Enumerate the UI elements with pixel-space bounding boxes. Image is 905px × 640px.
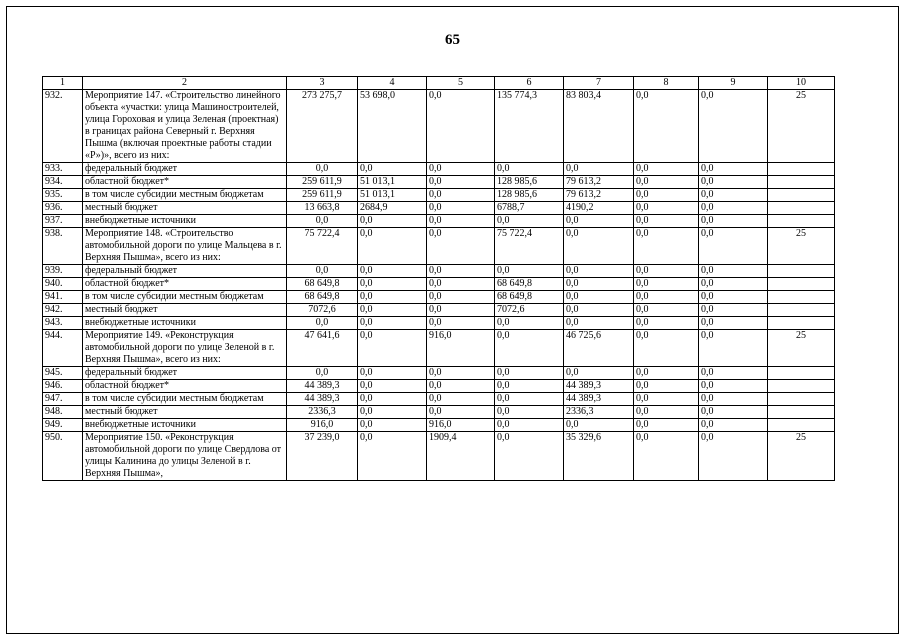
col4-cell: 0,0 — [358, 393, 427, 406]
col10-cell — [768, 265, 835, 278]
col9-cell: 0,0 — [699, 317, 768, 330]
col7-cell: 35 329,6 — [564, 432, 634, 481]
col9-cell: 0,0 — [699, 380, 768, 393]
table-row — [43, 291, 835, 304]
col6-cell: 75 722,4 — [495, 228, 564, 265]
header-cell: 4 — [358, 77, 427, 90]
col7-cell: 4190,2 — [564, 202, 634, 215]
col5-cell: 0,0 — [427, 317, 495, 330]
col8-cell: 0,0 — [634, 367, 699, 380]
description-cell: внебюджетные источники — [83, 317, 287, 330]
col6-cell: 0,0 — [495, 367, 564, 380]
col8-cell: 0,0 — [634, 432, 699, 481]
row-number-cell: 944. — [43, 330, 83, 367]
col3-cell: 7072,6 — [287, 304, 358, 317]
col6-cell: 0,0 — [495, 432, 564, 481]
col6-cell: 0,0 — [495, 406, 564, 419]
description-cell: Мероприятие 150. «Реконструкция автомобильной дороги по улице Свердлова от улицы Калинина до улицы Зеленой в г. Верхняя Пышма», — [83, 432, 287, 481]
col3-cell: 0,0 — [287, 367, 358, 380]
col10-cell: 25 — [768, 228, 835, 265]
col4-cell: 0,0 — [358, 432, 427, 481]
col5-cell: 0,0 — [427, 380, 495, 393]
col3-cell: 13 663,8 — [287, 202, 358, 215]
col9-cell: 0,0 — [699, 278, 768, 291]
table-row — [43, 163, 835, 176]
col5-cell: 0,0 — [427, 176, 495, 189]
col4-cell: 0,0 — [358, 419, 427, 432]
col10-cell — [768, 291, 835, 304]
col6-cell: 68 649,8 — [495, 278, 564, 291]
col6-cell: 0,0 — [495, 393, 564, 406]
col9-cell: 0,0 — [699, 202, 768, 215]
table-row — [43, 189, 835, 202]
col7-cell: 83 803,4 — [564, 90, 634, 163]
row-number-cell: 948. — [43, 406, 83, 419]
col3-cell: 68 649,8 — [287, 291, 358, 304]
col9-cell: 0,0 — [699, 189, 768, 202]
row-number-cell: 932. — [43, 90, 83, 163]
col9-cell: 0,0 — [699, 419, 768, 432]
col7-cell: 0,0 — [564, 215, 634, 228]
col10-cell — [768, 278, 835, 291]
col5-cell: 0,0 — [427, 215, 495, 228]
col5-cell: 0,0 — [427, 189, 495, 202]
col8-cell: 0,0 — [634, 406, 699, 419]
col7-cell: 2336,3 — [564, 406, 634, 419]
description-cell: внебюджетные источники — [83, 215, 287, 228]
description-cell: Мероприятие 149. «Реконструкция автомобильной дороги по улице Зеленой в г. Верхняя Пышма», всего из них: — [83, 330, 287, 367]
table-row — [43, 228, 835, 265]
row-number-cell: 936. — [43, 202, 83, 215]
row-number-cell: 945. — [43, 367, 83, 380]
table-body — [43, 90, 835, 481]
col8-cell: 0,0 — [634, 291, 699, 304]
col3-cell: 68 649,8 — [287, 278, 358, 291]
col3-cell: 0,0 — [287, 317, 358, 330]
table-row — [43, 419, 835, 432]
table-row — [43, 317, 835, 330]
header-cell: 9 — [699, 77, 768, 90]
col9-cell: 0,0 — [699, 265, 768, 278]
row-number-cell: 939. — [43, 265, 83, 278]
col9-cell: 0,0 — [699, 163, 768, 176]
col7-cell: 0,0 — [564, 265, 634, 278]
col8-cell: 0,0 — [634, 330, 699, 367]
col8-cell: 0,0 — [634, 215, 699, 228]
col10-cell — [768, 189, 835, 202]
col6-cell: 128 985,6 — [495, 189, 564, 202]
col10-cell — [768, 215, 835, 228]
table-row — [43, 202, 835, 215]
col9-cell: 0,0 — [699, 432, 768, 481]
col3-cell: 2336,3 — [287, 406, 358, 419]
col5-cell: 0,0 — [427, 265, 495, 278]
col8-cell: 0,0 — [634, 163, 699, 176]
col4-cell: 0,0 — [358, 406, 427, 419]
row-number-cell: 933. — [43, 163, 83, 176]
header-cell: 5 — [427, 77, 495, 90]
table-row — [43, 367, 835, 380]
col4-cell: 0,0 — [358, 163, 427, 176]
col6-cell: 7072,6 — [495, 304, 564, 317]
col3-cell: 44 389,3 — [287, 393, 358, 406]
col7-cell: 0,0 — [564, 367, 634, 380]
col6-cell: 135 774,3 — [495, 90, 564, 163]
col5-cell: 0,0 — [427, 304, 495, 317]
col3-cell: 47 641,6 — [287, 330, 358, 367]
col5-cell: 0,0 — [427, 406, 495, 419]
col4-cell: 0,0 — [358, 380, 427, 393]
col10-cell — [768, 367, 835, 380]
col6-cell: 0,0 — [495, 215, 564, 228]
col6-cell: 0,0 — [495, 317, 564, 330]
col5-cell: 0,0 — [427, 90, 495, 163]
col8-cell: 0,0 — [634, 202, 699, 215]
col7-cell: 0,0 — [564, 291, 634, 304]
description-cell: Мероприятие 147. «Строительство линейного объекта «участки: улица Машиностроителей, улица Гороховая и улица Зеленая (проектная) в границах района Северный г. Верхняя Пышма (включая проектные работы стадии «Р»)», всего из них: — [83, 90, 287, 163]
description-cell: областной бюджет* — [83, 176, 287, 189]
col8-cell: 0,0 — [634, 228, 699, 265]
description-cell: в том числе субсидии местным бюджетам — [83, 189, 287, 202]
description-cell: областной бюджет* — [83, 278, 287, 291]
col4-cell: 51 013,1 — [358, 189, 427, 202]
table-row — [43, 304, 835, 317]
row-number-cell: 950. — [43, 432, 83, 481]
col7-cell: 46 725,6 — [564, 330, 634, 367]
col4-cell: 0,0 — [358, 215, 427, 228]
col3-cell: 259 611,9 — [287, 176, 358, 189]
col4-cell: 0,0 — [358, 278, 427, 291]
description-cell: в том числе субсидии местным бюджетам — [83, 393, 287, 406]
col10-cell: 25 — [768, 432, 835, 481]
row-number-cell: 940. — [43, 278, 83, 291]
description-cell: федеральный бюджет — [83, 163, 287, 176]
row-number-cell: 938. — [43, 228, 83, 265]
col6-cell: 128 985,6 — [495, 176, 564, 189]
row-number-cell: 947. — [43, 393, 83, 406]
col5-cell: 0,0 — [427, 278, 495, 291]
header-cell: 3 — [287, 77, 358, 90]
row-number-cell: 949. — [43, 419, 83, 432]
row-number-cell: 943. — [43, 317, 83, 330]
description-cell: внебюджетные источники — [83, 419, 287, 432]
col7-cell: 0,0 — [564, 304, 634, 317]
col8-cell: 0,0 — [634, 304, 699, 317]
col4-cell: 0,0 — [358, 367, 427, 380]
col10-cell — [768, 419, 835, 432]
col4-cell: 0,0 — [358, 291, 427, 304]
col10-cell — [768, 393, 835, 406]
col6-cell: 0,0 — [495, 265, 564, 278]
table-row — [43, 380, 835, 393]
header-row — [43, 77, 835, 90]
col5-cell: 1909,4 — [427, 432, 495, 481]
description-cell: Мероприятие 148. «Строительство автомобильной дороги по улице Мальцева в г. Верхняя Пышма», всего из них: — [83, 228, 287, 265]
col9-cell: 0,0 — [699, 393, 768, 406]
description-cell: федеральный бюджет — [83, 265, 287, 278]
col7-cell: 0,0 — [564, 228, 634, 265]
col10-cell — [768, 304, 835, 317]
header-cell: 1 — [43, 77, 83, 90]
col7-cell: 79 613,2 — [564, 176, 634, 189]
col8-cell: 0,0 — [634, 419, 699, 432]
header-cell: 10 — [768, 77, 835, 90]
col6-cell: 68 649,8 — [495, 291, 564, 304]
col7-cell: 0,0 — [564, 317, 634, 330]
col6-cell: 6788,7 — [495, 202, 564, 215]
row-number-cell: 934. — [43, 176, 83, 189]
col5-cell: 0,0 — [427, 367, 495, 380]
description-cell: местный бюджет — [83, 202, 287, 215]
table-row — [43, 393, 835, 406]
table-row — [43, 215, 835, 228]
row-number-cell: 942. — [43, 304, 83, 317]
table-row — [43, 176, 835, 189]
col10-cell — [768, 406, 835, 419]
col8-cell: 0,0 — [634, 278, 699, 291]
col6-cell: 0,0 — [495, 419, 564, 432]
description-cell: областной бюджет* — [83, 380, 287, 393]
col9-cell: 0,0 — [699, 176, 768, 189]
col9-cell: 0,0 — [699, 291, 768, 304]
col5-cell: 0,0 — [427, 228, 495, 265]
col10-cell — [768, 163, 835, 176]
col6-cell: 0,0 — [495, 163, 564, 176]
col4-cell: 2684,9 — [358, 202, 427, 215]
col10-cell: 25 — [768, 330, 835, 367]
col7-cell: 0,0 — [564, 419, 634, 432]
col7-cell: 0,0 — [564, 278, 634, 291]
page-number: 65 — [445, 32, 460, 48]
header-cell: 7 — [564, 77, 634, 90]
col9-cell: 0,0 — [699, 367, 768, 380]
col5-cell: 916,0 — [427, 419, 495, 432]
col5-cell: 0,0 — [427, 202, 495, 215]
col3-cell: 75 722,4 — [287, 228, 358, 265]
col9-cell: 0,0 — [699, 90, 768, 163]
table-row — [43, 330, 835, 367]
col8-cell: 0,0 — [634, 189, 699, 202]
col8-cell: 0,0 — [634, 380, 699, 393]
row-number-cell: 937. — [43, 215, 83, 228]
col5-cell: 0,0 — [427, 291, 495, 304]
row-number-cell: 935. — [43, 189, 83, 202]
col4-cell: 0,0 — [358, 228, 427, 265]
header-cell: 6 — [495, 77, 564, 90]
table-row — [43, 278, 835, 291]
col10-cell — [768, 317, 835, 330]
budget-table — [42, 76, 835, 481]
col5-cell: 0,0 — [427, 163, 495, 176]
description-cell: в том числе субсидии местным бюджетам — [83, 291, 287, 304]
col3-cell: 37 239,0 — [287, 432, 358, 481]
row-number-cell: 941. — [43, 291, 83, 304]
table-row — [43, 406, 835, 419]
col10-cell: 25 — [768, 90, 835, 163]
col9-cell: 0,0 — [699, 215, 768, 228]
col8-cell: 0,0 — [634, 393, 699, 406]
description-cell: федеральный бюджет — [83, 367, 287, 380]
col6-cell: 0,0 — [495, 330, 564, 367]
col3-cell: 273 275,7 — [287, 90, 358, 163]
col10-cell — [768, 380, 835, 393]
col10-cell — [768, 176, 835, 189]
table-row — [43, 90, 835, 163]
col10-cell — [768, 202, 835, 215]
col9-cell: 0,0 — [699, 304, 768, 317]
col7-cell: 44 389,3 — [564, 393, 634, 406]
col7-cell: 79 613,2 — [564, 189, 634, 202]
col8-cell: 0,0 — [634, 90, 699, 163]
col6-cell: 0,0 — [495, 380, 564, 393]
col3-cell: 259 611,9 — [287, 189, 358, 202]
col4-cell: 0,0 — [358, 317, 427, 330]
col3-cell: 0,0 — [287, 265, 358, 278]
col3-cell: 0,0 — [287, 215, 358, 228]
col3-cell: 916,0 — [287, 419, 358, 432]
col3-cell: 0,0 — [287, 163, 358, 176]
col9-cell: 0,0 — [699, 228, 768, 265]
col4-cell: 51 013,1 — [358, 176, 427, 189]
col8-cell: 0,0 — [634, 317, 699, 330]
description-cell: местный бюджет — [83, 406, 287, 419]
col7-cell: 0,0 — [564, 163, 634, 176]
header-cell: 2 — [83, 77, 287, 90]
description-cell: местный бюджет — [83, 304, 287, 317]
col8-cell: 0,0 — [634, 265, 699, 278]
col9-cell: 0,0 — [699, 330, 768, 367]
col4-cell: 53 698,0 — [358, 90, 427, 163]
col5-cell: 916,0 — [427, 330, 495, 367]
row-number-cell: 946. — [43, 380, 83, 393]
header-cell: 8 — [634, 77, 699, 90]
table-row — [43, 432, 835, 481]
col3-cell: 44 389,3 — [287, 380, 358, 393]
col8-cell: 0,0 — [634, 176, 699, 189]
col4-cell: 0,0 — [358, 304, 427, 317]
col4-cell: 0,0 — [358, 265, 427, 278]
col4-cell: 0,0 — [358, 330, 427, 367]
col9-cell: 0,0 — [699, 406, 768, 419]
table-row — [43, 265, 835, 278]
col7-cell: 44 389,3 — [564, 380, 634, 393]
col5-cell: 0,0 — [427, 393, 495, 406]
